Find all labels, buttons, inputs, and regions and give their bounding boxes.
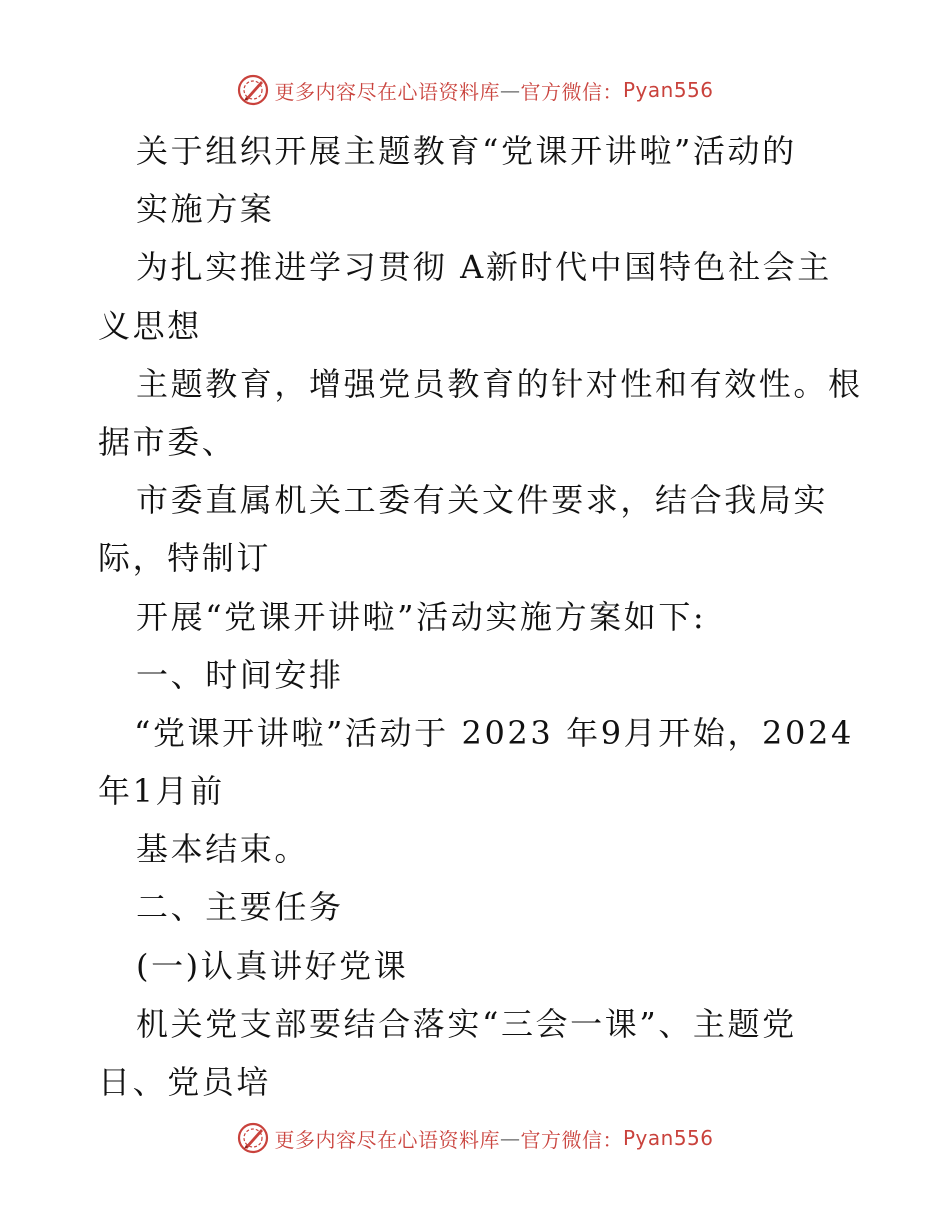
paragraph-line: 义思想	[98, 306, 202, 345]
watermark-banner-bottom	[0, 1118, 950, 1158]
paragraph-line: 据市委、	[98, 422, 237, 461]
paragraph-line: 基本结束。	[136, 830, 310, 869]
quill-pen-seal-icon	[236, 73, 270, 107]
document-body	[98, 122, 863, 1111]
paragraph-line: 际，特制订	[98, 539, 272, 578]
watermark-separator: —	[499, 78, 521, 102]
watermark-site-text: 更多内容尽在心语资料库	[274, 79, 500, 104]
paragraph-line: 年1月前	[98, 772, 225, 811]
watermark-separator: —	[499, 1126, 521, 1150]
section-heading: 一、时间安排	[136, 655, 344, 694]
paragraph-line: 主题教育，增强党员教育的针对性和有效性。根	[136, 364, 863, 403]
watermark-wechat-label: 官方微信：	[520, 1127, 623, 1152]
section-heading: 二、主要任务	[136, 888, 344, 927]
watermark-banner-top	[0, 70, 950, 110]
watermark-wechat-id: Pyan556	[622, 78, 714, 102]
watermark-site-text: 更多内容尽在心语资料库	[274, 1127, 500, 1152]
paragraph-line: “党课开讲啦”活动于 2023 年9月开始，2024	[134, 713, 854, 752]
watermark-wechat-label: 官方微信：	[520, 79, 623, 104]
watermark-wechat-id: Pyan556	[622, 1126, 714, 1150]
paragraph-line: 机关党支部要结合落实“三会一课”、主题党	[136, 1004, 797, 1043]
paragraph-line: 市委直属机关工委有关文件要求，结合我局实	[136, 481, 829, 520]
paragraph-line: 开展“党课开讲啦”活动实施方案如下:	[136, 597, 707, 636]
document-title-line-1: 关于组织开展主题教育“党课开讲啦”活动的	[136, 132, 797, 170]
document-title-line-2: 实施方案	[136, 190, 275, 229]
quill-pen-seal-icon	[236, 1121, 270, 1155]
paragraph-line: 为扎实推进学习贯彻 A新时代中国特色社会主	[136, 248, 832, 287]
paragraph-line: 日、党员培	[98, 1063, 272, 1101]
subsection-heading: (一)认真讲好党课	[136, 946, 409, 985]
